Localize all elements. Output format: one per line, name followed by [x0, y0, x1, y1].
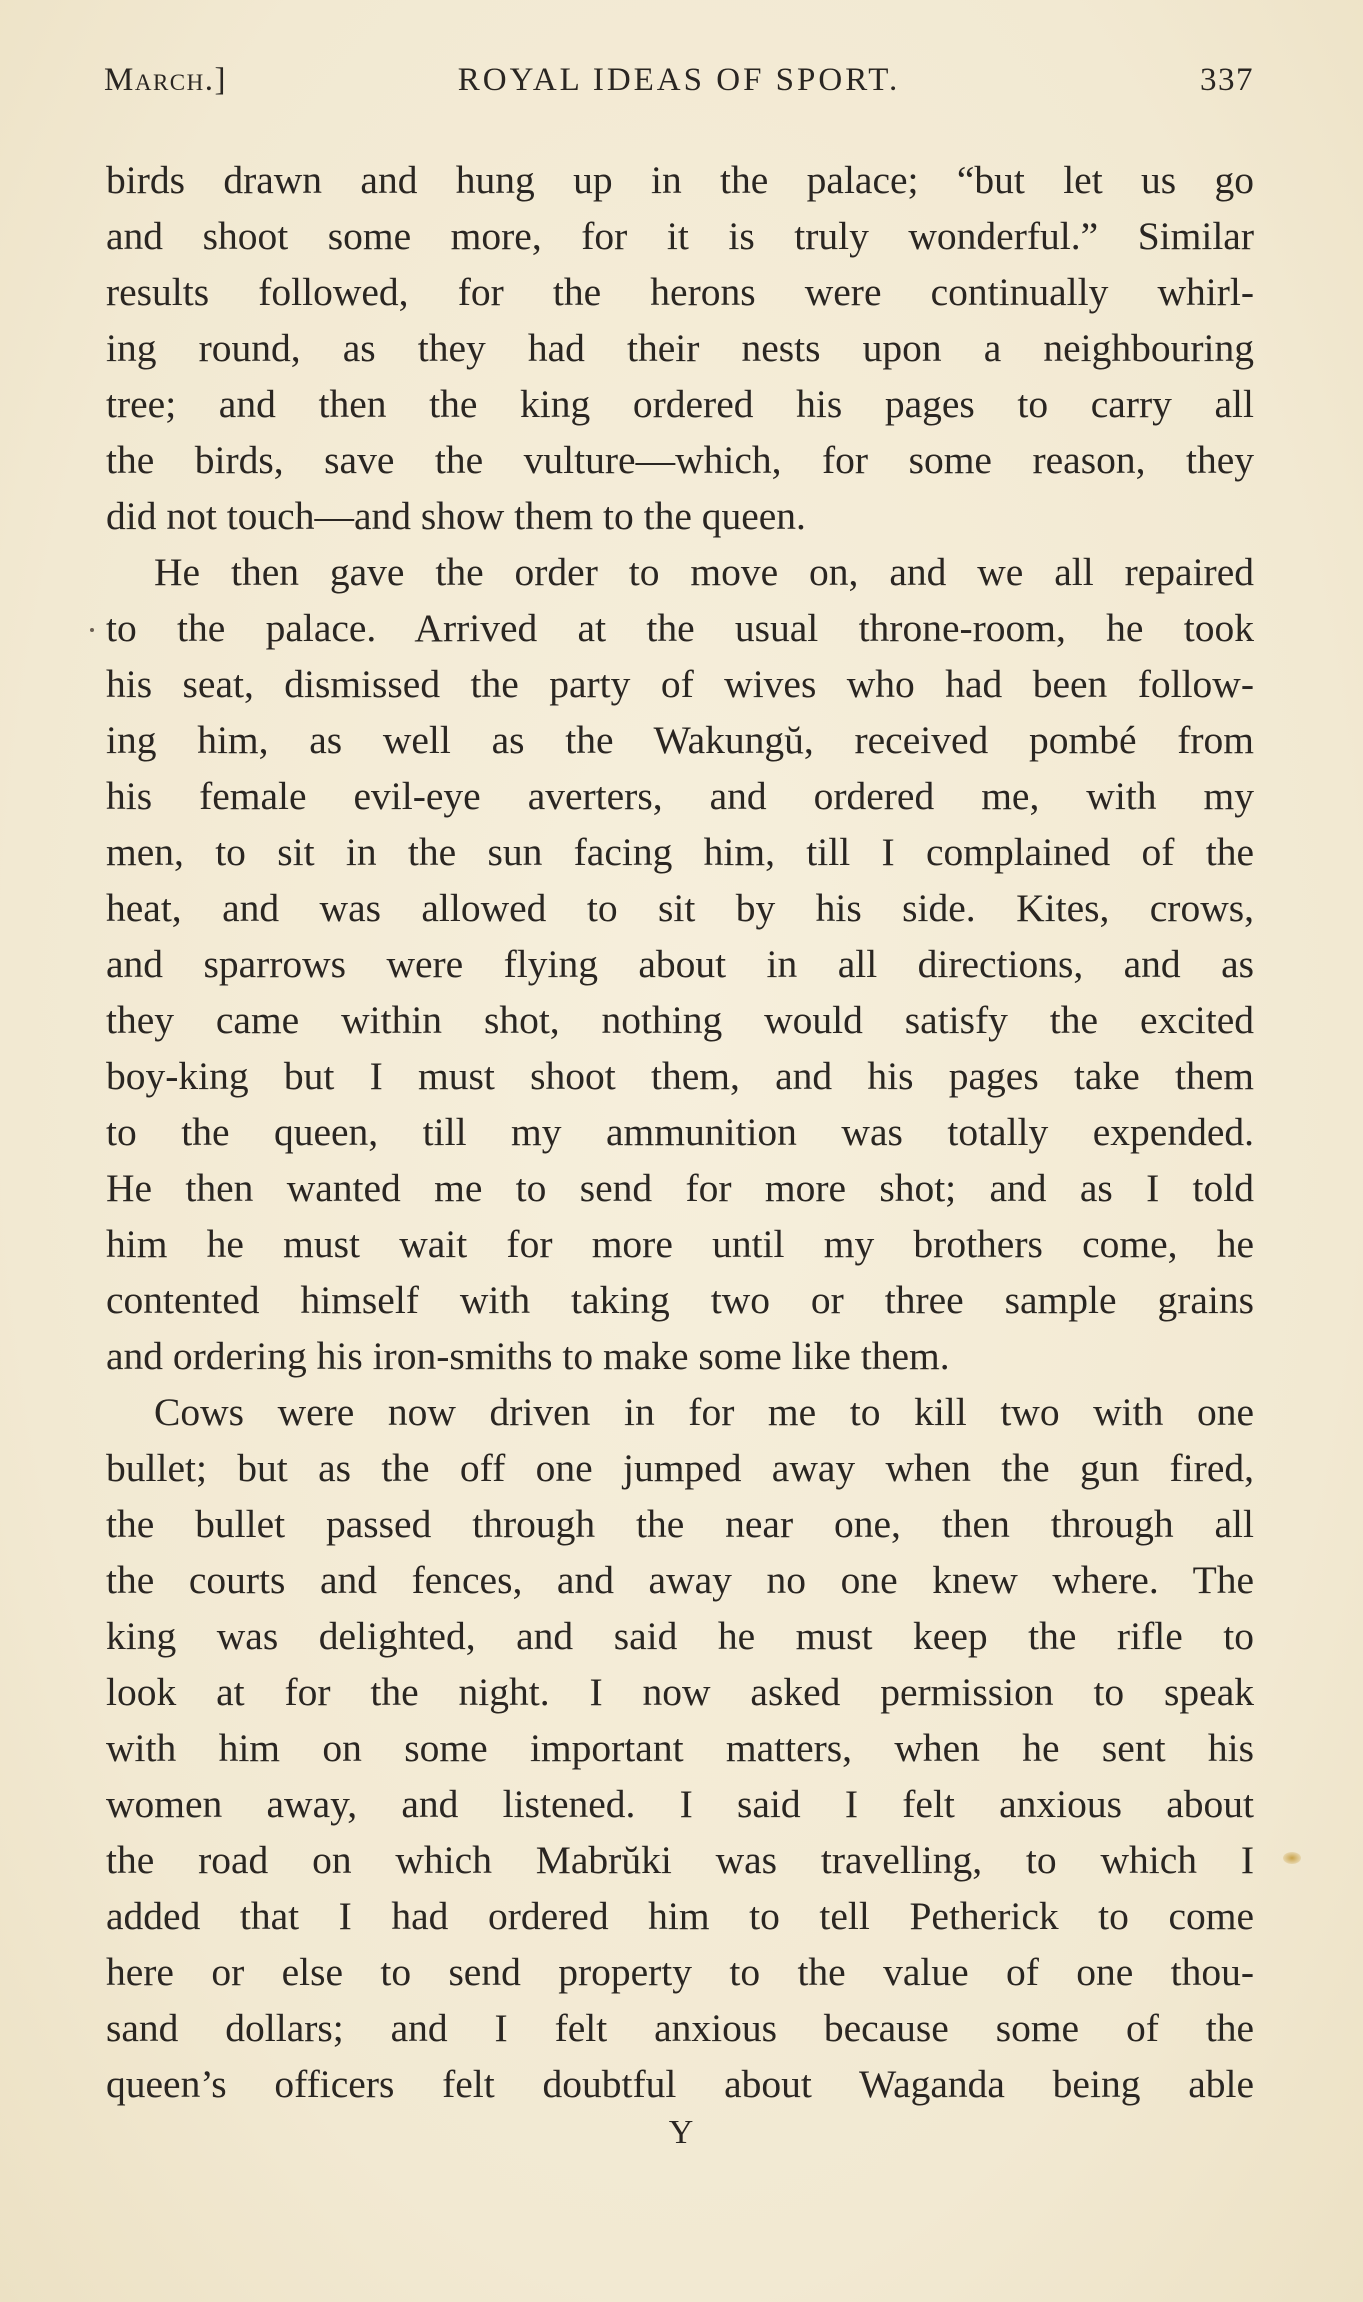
- text-line: and ordering his iron-smiths to make some like them.: [106, 1334, 950, 1378]
- text-line: results followed, for the herons were continually whirl-: [106, 270, 1254, 314]
- text-line: Cows were now driven in for me to kill two with one: [154, 1390, 1254, 1434]
- text-line: birds drawn and hung up in the palace; “but let us go: [106, 158, 1254, 202]
- text-line: queen’s officers felt doubtful about Waganda being able: [106, 2062, 1254, 2106]
- text-line: his seat, dismissed the party of wives who had been follow-: [106, 662, 1254, 706]
- text-line: contented himself with taking two or three sample grains: [106, 1278, 1254, 1322]
- text-line: ing him, as well as the Wakungŭ, received pombé from: [106, 718, 1254, 762]
- text-line: bullet; but as the off one jumped away when the gun fired,: [106, 1446, 1254, 1490]
- text-line: him he must wait for more until my brothers come, he: [106, 1222, 1254, 1266]
- text-line: He then gave the order to move on, and we all repaired: [154, 550, 1254, 594]
- text-line: king was delighted, and said he must keep the rifle to: [106, 1614, 1254, 1658]
- text-line: men, to sit in the sun facing him, till I complained of the: [106, 830, 1254, 874]
- text-line: the bullet passed through the near one, then through all: [106, 1502, 1254, 1546]
- text-line: and sparrows were flying about in all directions, and as: [106, 942, 1254, 986]
- text-line: with him on some important matters, when he sent his: [106, 1726, 1254, 1770]
- page-stain: [1283, 1852, 1301, 1864]
- text-line: did not touch—and show them to the queen.: [106, 494, 806, 538]
- text-line: look at for the night. I now asked permission to speak: [106, 1670, 1254, 1714]
- text-line: added that I had ordered him to tell Petherick to come: [106, 1894, 1254, 1938]
- text-line: tree; and then the king ordered his pages to carry all: [106, 382, 1254, 426]
- text-line: here or else to send property to the value of one thou-: [106, 1950, 1254, 1994]
- text-line: the road on which Mabrŭki was travelling, to which I: [106, 1838, 1254, 1882]
- text-line: to the palace. Arrived at the usual throne-room, he took: [106, 606, 1254, 650]
- text-line: the courts and fences, and away no one knew where. The: [106, 1558, 1254, 1602]
- margin-mark: [90, 628, 94, 632]
- text-line: and shoot some more, for it is truly wonderful.” Similar: [106, 214, 1254, 258]
- text-line: they came within shot, nothing would satisfy the excited: [106, 998, 1254, 1042]
- text-line: women away, and listened. I said I felt anxious about: [106, 1782, 1254, 1826]
- signature-mark: Y: [668, 2114, 695, 2151]
- text-line: heat, and was allowed to sit by his side. Kites, crows,: [106, 886, 1254, 930]
- text-line: his female evil-eye averters, and ordered me, with my: [106, 774, 1254, 818]
- running-head-title: ROYAL IDEAS OF SPORT.: [457, 62, 901, 98]
- text-line: boy-king but I must shoot them, and his pages take them: [106, 1054, 1254, 1098]
- body-text: [106, 152, 1254, 2112]
- text-line: the birds, save the vulture—which, for some reason, they: [106, 438, 1254, 482]
- running-head-chapter: March.]: [104, 62, 227, 98]
- page-number: 337: [1200, 62, 1254, 98]
- text-line: ing round, as they had their nests upon a neighbouring: [106, 326, 1254, 370]
- running-head: [104, 62, 1254, 114]
- text-line: to the queen, till my ammunition was totally expended.: [106, 1110, 1254, 1154]
- text-line: He then wanted me to send for more shot; and as I told: [106, 1166, 1254, 1210]
- text-line: sand dollars; and I felt anxious because some of the: [106, 2006, 1254, 2050]
